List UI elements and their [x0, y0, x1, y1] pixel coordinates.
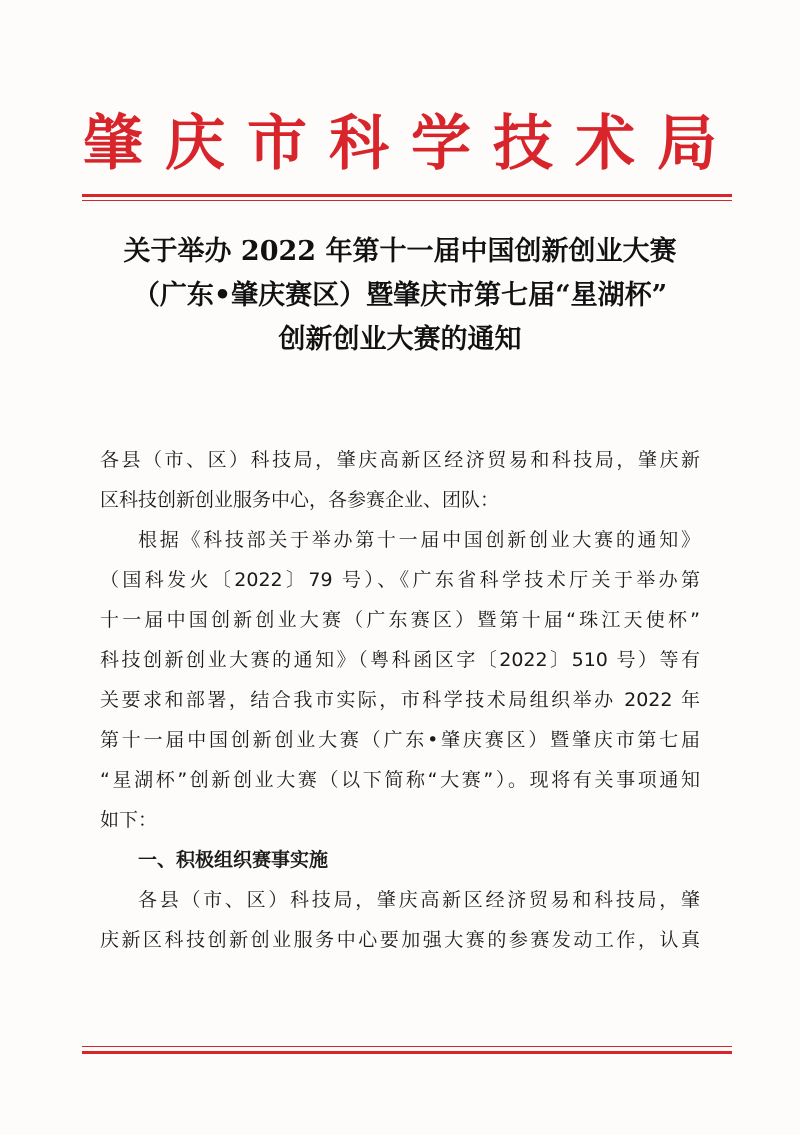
body-line-4: （国科发火〔2022〕79 号）、《广东省科学技术厅关于举办第 — [100, 569, 700, 591]
notice-body — [100, 440, 700, 960]
body-line-addressee-2: 区科技创新创业服务中心，各参赛企业、团队： — [100, 489, 500, 511]
footer-red-rule-thick — [82, 1051, 732, 1054]
notice-title-line-3: 创新创业大赛的通知 — [278, 324, 522, 355]
section-heading: 一、积极组织赛事实施 — [138, 849, 329, 871]
body-line-7: 关要求和部署，结合我市实际，市科学技术局组织举办 2022 年 — [100, 689, 700, 711]
letterhead-red-rule-thin — [82, 200, 732, 201]
letterhead-org-name: 肇庆市科学技术局 — [83, 109, 739, 179]
section-line-2: 庆新区科技创新创业服务中心要加强大赛的参赛发动工作，认真 — [100, 929, 700, 951]
section-line-1: 各县（市、区）科技局，肇庆高新区经济贸易和科技局，肇 — [138, 889, 700, 911]
body-line-9: “星湖杯”创新创业大赛（以下简称“大赛”）。现将有关事项通知 — [100, 769, 700, 791]
letterhead-red-rule-thick — [82, 194, 732, 197]
notice-title — [60, 230, 740, 362]
body-line-6: 科技创新创业大赛的通知》（粤科函区字〔2022〕510 号）等有 — [100, 649, 700, 671]
notice-title-line-1: 关于举办 2022 年第十一届中国创新创业大赛 — [123, 236, 677, 267]
notice-title-line-2: （广东•肇庆赛区）暨肇庆市第七届“星湖杯” — [132, 280, 668, 311]
footer-red-rule-thin — [82, 1046, 732, 1047]
body-line-3: 根据《科技部关于举办第十一届中国创新创业大赛的通知》 — [138, 529, 700, 551]
body-line-addressee-1: 各县（市、区）科技局，肇庆高新区经济贸易和科技局，肇庆新 — [100, 449, 700, 471]
body-line-10: 如下： — [100, 809, 158, 831]
body-line-5: 十一届中国创新创业大赛（广东赛区）暨第十届“珠江天使杯” — [100, 609, 700, 631]
body-line-8: 第十一届中国创新创业大赛（广东•肇庆赛区）暨肇庆市第七届 — [100, 729, 700, 751]
